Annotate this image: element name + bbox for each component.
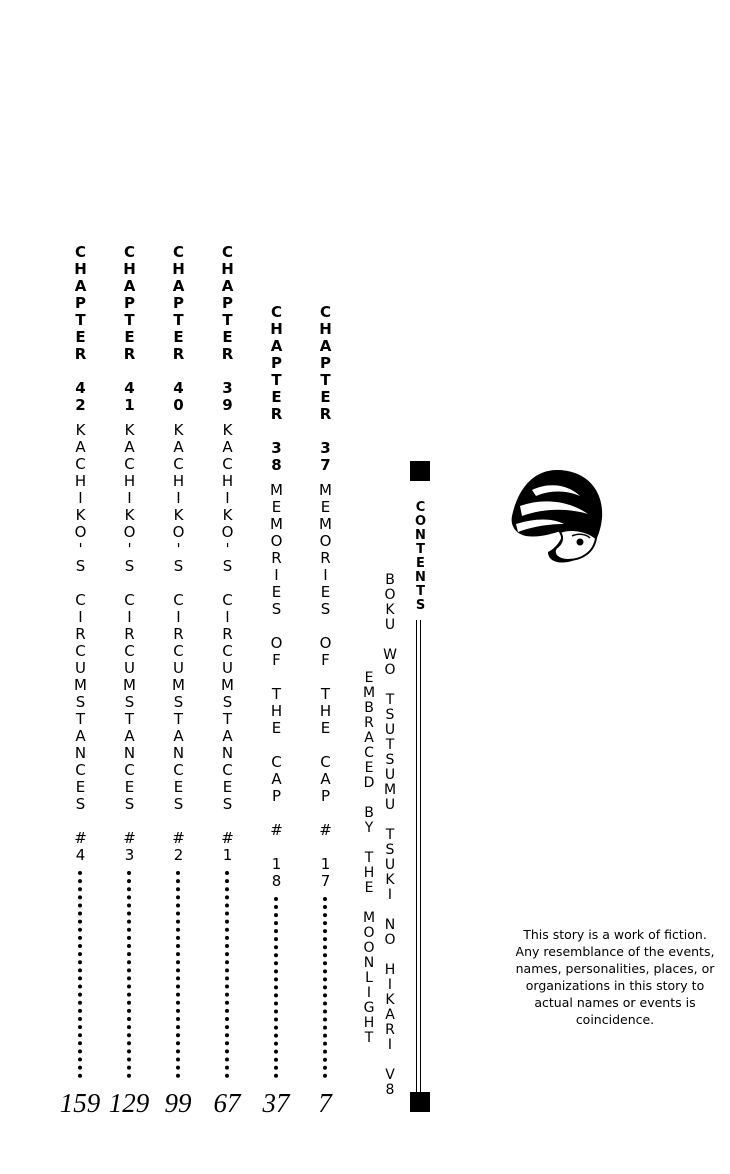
page-number: 37 [262,1088,290,1118]
chapter-label: CHAPTER 41 [120,243,139,413]
disclaimer-text: This story is a work of fiction. Any resemblance of the events, names, personalities, places, or organizations in this story to actual names or events is coincidence. [515,927,715,1027]
chapter-label: CHAPTER 42 [71,243,90,413]
toc-entry-chapter-42 [69,243,91,1084]
page-number: 67 [213,1088,241,1118]
chapter-label: CHAPTER 39 [218,243,237,413]
toc-entry-chapter-40 [167,243,189,1084]
chapter-title: MEMORIES OF THE CAP # 17 [316,481,335,889]
leader-dots [176,871,180,1078]
chapter-title: KACHIKO'S CIRCUMSTANCES #2 [169,421,188,863]
chapter-title: KACHIKO'S CIRCUMSTANCES #1 [218,421,237,863]
leader-dots [78,871,82,1078]
leader-dots [274,897,278,1078]
page-number: 129 [108,1088,150,1118]
girl-face-logo-icon [508,466,606,566]
page-number: 99 [164,1088,192,1118]
chapter-title: MEMORIES OF THE CAP # 18 [267,481,286,889]
chapter-label: CHAPTER 38 [267,303,286,473]
chapter-title: KACHIKO'S CIRCUMSTANCES #3 [120,421,139,863]
chapter-title: KACHIKO'S CIRCUMSTANCES #4 [71,421,90,863]
contents-heading: CONTENTS [413,500,428,612]
toc-entry-chapter-38 [265,303,287,1084]
toc-entry-chapter-41 [118,243,140,1084]
series-subtitle: EMBRACED BY THE MOONLIGHT [361,670,377,1045]
leader-dots [323,897,327,1078]
toc-entry-chapter-39 [216,243,238,1084]
chapter-label: CHAPTER 37 [316,303,335,473]
page-number: 7 [318,1088,332,1118]
vertical-rule [416,620,421,1092]
rule-bottom-box [410,1092,430,1112]
leader-dots [225,871,229,1078]
leader-dots [127,871,131,1078]
rule-top-box [410,461,430,481]
page-number: 159 [59,1088,101,1118]
chapter-label: CHAPTER 40 [169,243,188,413]
series-title: BOKU WO TSUTSUMU TSUKI NO HIKARI V8 [382,572,398,1097]
toc-entry-chapter-37 [314,303,336,1084]
